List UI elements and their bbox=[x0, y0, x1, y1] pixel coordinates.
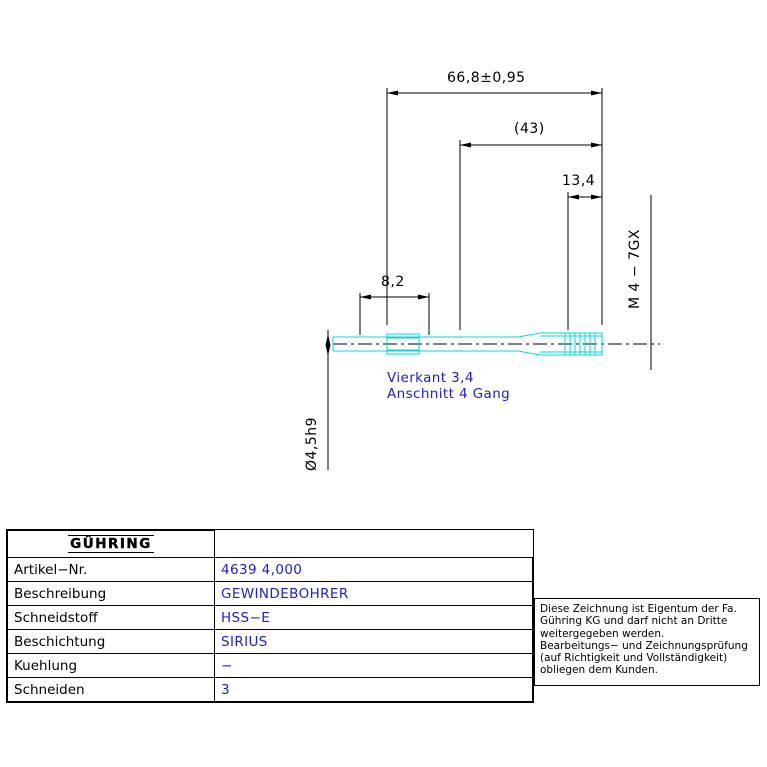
note-chamfer: Anschnitt 4 Gang bbox=[387, 386, 511, 402]
row-label-beschichtung: Beschichtung bbox=[8, 630, 215, 654]
row-value-beschreibung: GEWINDEBOHRER bbox=[215, 582, 533, 606]
row-label-beschreibung: Beschreibung bbox=[8, 582, 215, 606]
row-label-schneidstoff: Schneidstoff bbox=[8, 606, 215, 630]
row-label-artikelnr: Artikel−Nr. bbox=[8, 558, 215, 582]
row-value-beschichtung: SIRIUS bbox=[215, 630, 533, 654]
row-label-kuehlung: Kuehlung bbox=[8, 654, 215, 678]
dim-thread-spec: M 4 − 7GX bbox=[627, 229, 643, 309]
legal-note-line: weitergegeben werden. bbox=[540, 627, 665, 640]
legal-note-line: Gühring KG und darf nicht an Dritte bbox=[540, 615, 728, 628]
table-row bbox=[8, 630, 533, 654]
title-block bbox=[6, 529, 534, 703]
legal-note-line: Diese Zeichnung ist Eigentum der Fa. bbox=[540, 603, 737, 615]
table-row bbox=[8, 678, 533, 702]
note-square: Vierkant 3,4 bbox=[387, 370, 474, 386]
dim-shank-diameter: Ø4,5h9 bbox=[304, 416, 320, 471]
dim-overall-length: 66,8±0,95 bbox=[447, 70, 526, 86]
guhring-logo bbox=[8, 531, 215, 558]
table-row bbox=[8, 654, 533, 678]
row-label-schneiden: Schneiden bbox=[8, 678, 215, 702]
legal-note-line: obliegen dem Kunden. bbox=[540, 664, 658, 677]
row-value-schneidstoff: HSS−E bbox=[215, 606, 533, 630]
dim-reference-length: (43) bbox=[514, 121, 545, 137]
table-row bbox=[8, 558, 533, 582]
guhring-logo-text: GÜHRING bbox=[70, 536, 152, 552]
row-value-artikelnr: 4639 4,000 bbox=[215, 558, 533, 582]
legal-note-line: Bearbeitungs− und Zeichnungsprüfung bbox=[540, 639, 748, 652]
table-row bbox=[8, 582, 533, 606]
legal-note-line: (auf Richtigkeit und Vollständigkeit) bbox=[540, 652, 728, 665]
dim-square-length: 8,2 bbox=[381, 274, 405, 290]
legal-note-box bbox=[534, 598, 760, 686]
row-value-kuehlung: − bbox=[215, 654, 533, 678]
row-value-schneiden: 3 bbox=[215, 678, 533, 702]
logo-spacer bbox=[215, 531, 533, 558]
table-row bbox=[8, 606, 533, 630]
dim-thread-length: 13,4 bbox=[562, 173, 596, 189]
title-block-logo-row bbox=[8, 531, 533, 558]
